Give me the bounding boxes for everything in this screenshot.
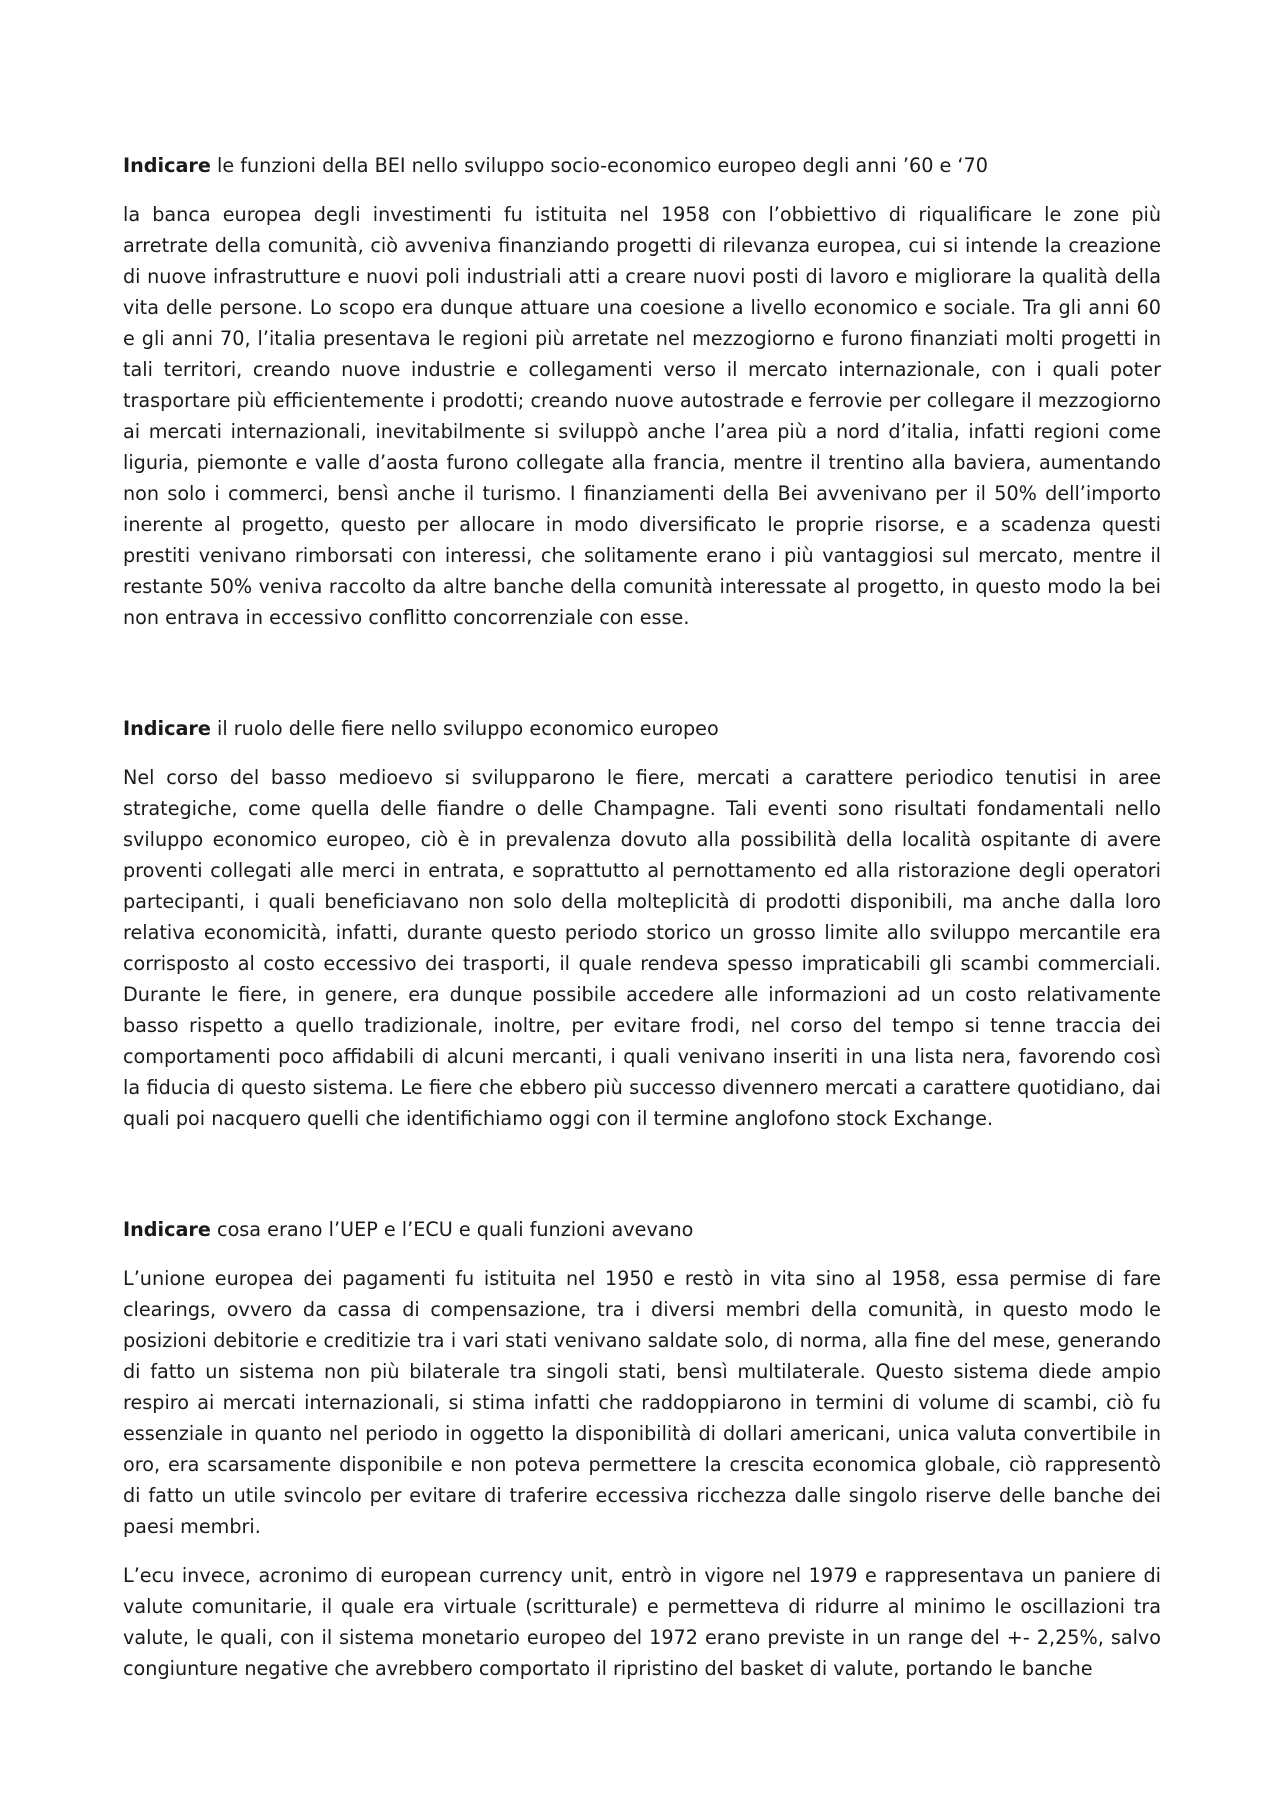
section-title	[123, 1214, 1161, 1245]
title-bold: Indicare	[123, 1218, 211, 1241]
section-title	[123, 713, 1161, 744]
title-text: le funzioni della BEI nello sviluppo socio-economico europeo degli anni ’60 e ‘70	[210, 154, 988, 177]
title-text: cosa erano l’UEP e l’ECU e quali funzioni avevano	[210, 1218, 694, 1241]
section-bei	[123, 150, 1161, 633]
title-text: il ruolo delle fiere nello sviluppo economico europeo	[210, 717, 719, 740]
paragraph: Nel corso del basso medioevo si svilupparono le fiere, mercati a carattere periodico tenutisi in aree strategiche, come quella delle fiandre o delle Champagne. Tali eventi sono risultati fondamentali nello sviluppo economico europeo, ciò è in prevalenza dovuto alla possibilità della località ospitante di avere proventi collegati alle merci in entrata, e soprattutto al pernottamento ed alla ristorazione degli operatori partecipanti, i quali beneficiavano non solo della molteplicità di prodotti disponibili, ma anche dalla loro relativa economicità, infatti, durante questo periodo storico un grosso limite allo sviluppo mercantile era corrisposto al costo eccessivo dei trasporti, il quale rendeva spesso impraticabili gli scambi commerciali. Durante le fiere, in genere, era dunque possibile accedere alle informazioni ad un costo relativamente basso rispetto a quello tradizionale, inoltre, per evitare frodi, nel corso del tempo si tenne traccia dei comportamenti poco affidabili di alcuni mercanti, i quali venivano inseriti in una lista nera, favorendo così la fiducia di questo sistema. Le fiere che ebbero più successo divennero mercati a carattere quotidiano, dai quali poi nacquero quelli che identifichiamo oggi con il termine anglofono stock Exchange.	[123, 766, 1161, 1130]
paragraph: la banca europea degli investimenti fu istituita nel 1958 con l’obbiettivo di riqualificare le zone più arretrate della comunità, ciò avveniva finanziando progetti di rilevanza europea, cui si intende la creazione di nuove infrastrutture e nuovi poli industriali atti a creare nuovi posti di lavoro e migliorare la qualità della vita delle persone. Lo scopo era dunque attuare una coesione a livello economico e sociale. Tra gli anni 60 e gli anni 70, l’italia presentava le regioni più arretate nel mezzogiorno e furono finanziati molti progetti in tali territori, creando nuove industrie e collegamenti verso il mercato internazionale, con i quali poter trasportare più efficientemente i prodotti; creando nuove autostrade e ferrovie per collegare il mezzogiorno ai mercati internazionali, inevitabilmente si sviluppò anche l’area più a nord d’italia, infatti regioni come liguria, piemonte e valle d’aosta furono collegate alla francia, mentre il trentino alla baviera, aumentando non solo i commerci, bensì anche il turismo. I finanziamenti della Bei avvenivano per il 50% dell’importo inerente al progetto, questo per allocare in modo diversificato le proprie risorse, e a scadenza questi prestiti venivano rimborsati con interessi, che solitamente erano i più vantaggiosi sul mercato, mentre il restante 50% veniva raccolto da altre banche della comunità interessate al progetto, in questo modo la bei non entrava in eccessivo conflitto concorrenziale con esse.	[123, 203, 1161, 629]
section-uep-ecu	[123, 1214, 1161, 1684]
paragraph: L’unione europea dei pagamenti fu istituita nel 1950 e restò in vita sino al 1958, essa permise di fare clearings, ovvero da cassa di compensazione, tra i diversi membri della comunità, in questo modo le posizioni debitorie e creditizie tra i vari stati venivano saldate solo, di norma, alla fine del mese, generando di fatto un sistema non più bilaterale tra singoli stati, bensì multilaterale. Questo sistema diede ampio respiro ai mercati internazionali, si stima infatti che raddoppiarono in termini di volume di scambi, ciò fu essenziale in quanto nel periodo in oggetto la disponibilità di dollari americani, unica valuta convertibile in oro, era scarsamente disponibile e non poteva permettere la crescita economica globale, ciò rappresentò di fatto un utile svincolo per evitare di traferire eccessiva ricchezza dalle singolo riserve delle banche dei paesi membri.	[123, 1267, 1161, 1538]
title-bold: Indicare	[123, 717, 211, 740]
paragraph: L’ecu invece, acronimo di european currency unit, entrò in vigore nel 1979 e rappresentava un paniere di valute comunitarie, il quale era virtuale (scritturale) e permetteva di ridurre al minimo le oscillazioni tra valute, le quali, con il sistema monetario europeo del 1972 erano previste in un range del +- 2,25%, salvo congiunture negative che avrebbero comportato il ripristino del basket di valute, portando le banche	[123, 1564, 1161, 1680]
section-title	[123, 150, 1161, 181]
title-bold: Indicare	[123, 154, 211, 177]
section-fiere	[123, 713, 1161, 1134]
spacer	[123, 651, 1161, 713]
spacer	[123, 1152, 1161, 1214]
document-page	[123, 150, 1161, 1702]
